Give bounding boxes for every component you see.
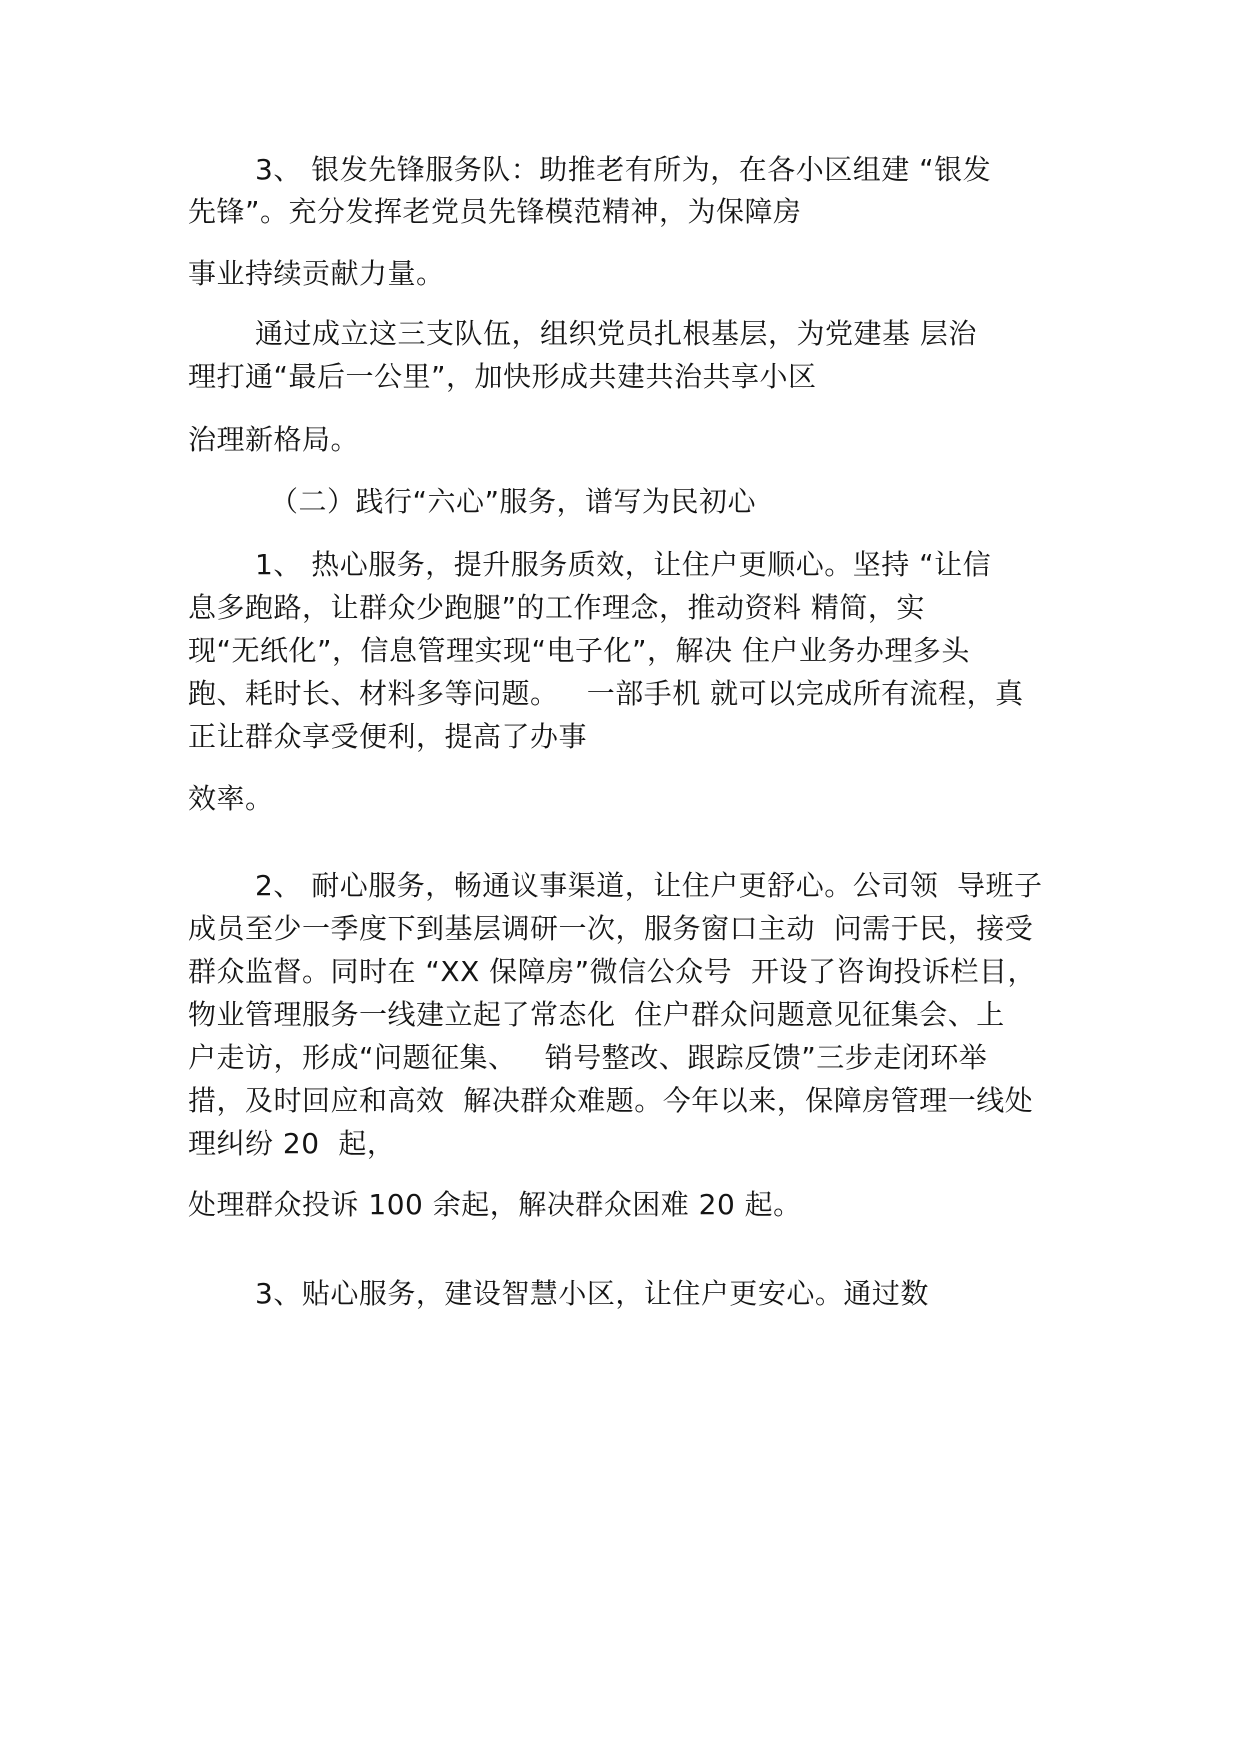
paragraph-line: 现“无纸化”，信息管理实现“电子化”，解决 住户业务办理多头 (188, 634, 970, 667)
section-heading: （二）践行“六心”服务，谱写为民初心 (270, 485, 757, 518)
paragraph-line: 治理新格局。 (188, 423, 360, 456)
paragraph-line: 先锋”。充分发挥老党员先锋模范精神，为保障房 (188, 195, 802, 228)
paragraph-line: 处理群众投诉 100 余起，解决群众困难 20 起。 (188, 1188, 802, 1221)
paragraph-line: 户走访，形成“问题征集、 销号整改、跟踪反馈”三步走闭环举 (188, 1041, 988, 1074)
paragraph-line: 物业管理服务一线建立起了常态化 住户群众问题意见征集会、上 (188, 998, 1005, 1031)
paragraph-line: 成员至少一季度下到基层调研一次，服务窗口主动 问需于民，接受 (188, 912, 1034, 945)
paragraph-line: 群众监督。同时在 “XX 保障房”微信公众号 开设了咨询投诉栏目， (188, 955, 1036, 988)
paragraph-line: 跑、耗时长、材料多等问题。 一部手机 就可以完成所有流程，真 (188, 677, 1024, 710)
paragraph-line: 正让群众享受便利，提高了办事 (188, 720, 588, 753)
paragraph-line: 措，及时回应和高效 解决群众难题。今年以来，保障房管理一线处 (188, 1084, 1034, 1117)
paragraph-line: 1、 热心服务，提升服务质效，让住户更顺心。坚持 “让信 (255, 548, 992, 581)
paragraph-line: 事业持续贡献力量。 (188, 257, 445, 290)
paragraph-line: 效率。 (188, 782, 274, 815)
paragraph-line: 3、 银发先锋服务队：助推老有所为，在各小区组建 “银发 (255, 153, 992, 186)
paragraph-line: 理打通“最后一公里”，加快形成共建共治共享小区 (188, 360, 817, 393)
paragraph-line: 3、贴心服务，建设智慧小区，让住户更安心。通过数 (255, 1277, 929, 1310)
paragraph-line: 理纠纷 20 起， (188, 1127, 396, 1160)
paragraph-line: 2、 耐心服务，畅通议事渠道，让住户更舒心。公司领 导班子 (255, 869, 1043, 902)
paragraph-line: 息多跑路，让群众少跑腿”的工作理念，推动资料 精简，实 (188, 591, 925, 624)
paragraph-line: 通过成立这三支队伍，组织党员扎根基层，为党建基 层治 (255, 317, 977, 350)
